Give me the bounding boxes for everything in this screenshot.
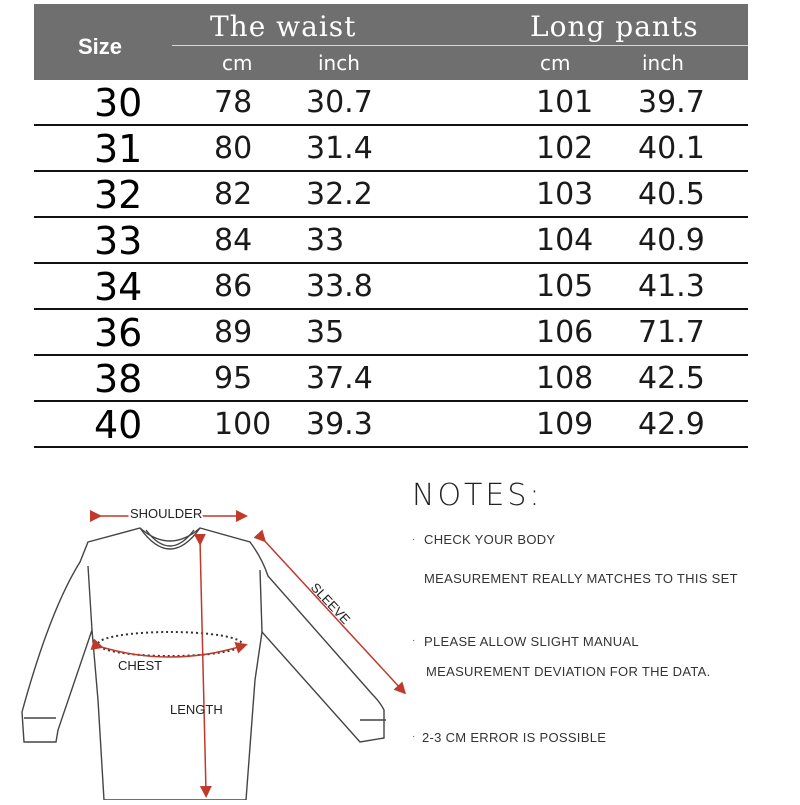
pants-inch-cell: 42.5 [638, 361, 705, 396]
pants-cm-cell: 109 [536, 407, 594, 442]
table-row [34, 172, 748, 218]
waist-cm-cell: 86 [214, 269, 253, 304]
size-chart-table [34, 4, 748, 448]
note-line-5: 2-3 CM ERROR IS POSSIBLE [422, 730, 607, 745]
length-arrow [200, 540, 206, 792]
pants-inch-cell: 40.1 [638, 131, 705, 166]
note-line-1: CHECK YOUR BODY [424, 532, 556, 547]
table-body [34, 80, 748, 448]
pants-inch-cell: 71.7 [638, 315, 705, 350]
size-cell: 40 [94, 403, 143, 447]
waist-inch-cell: 33.8 [306, 269, 373, 304]
waist-inch-cell: 31.4 [306, 131, 373, 166]
pants-inch-cell: 39.7 [638, 85, 705, 120]
table-row [34, 264, 748, 310]
note-line-4: MEASUREMENT DEVIATION FOR THE DATA. [426, 664, 711, 679]
size-cell: 31 [94, 127, 143, 171]
waist-cm-cell: 80 [214, 131, 253, 166]
pants-cm-cell: 102 [536, 131, 594, 166]
shoulder-label: SHOULDER [130, 506, 203, 521]
pants-cm-cell: 103 [536, 177, 594, 212]
pants-inch-header: inch [642, 51, 684, 75]
length-label: LENGTH [170, 702, 223, 717]
long-pants-group-title: Long pants [530, 10, 699, 43]
pants-cm-cell: 108 [536, 361, 594, 396]
waist-cm-cell: 84 [214, 223, 253, 258]
waist-inch-header: inch [318, 51, 360, 75]
size-cell: 38 [94, 357, 143, 401]
shirt-illustration [0, 480, 410, 800]
table-row [34, 80, 748, 126]
waist-cm-cell: 100 [214, 407, 272, 442]
chest-arrow [98, 646, 242, 657]
pants-cm-header: cm [540, 51, 571, 75]
garment-measurement-diagram [0, 480, 410, 800]
size-cell: 34 [94, 265, 143, 309]
chest-label: CHEST [118, 658, 163, 673]
waist-cm-cell: 89 [214, 315, 253, 350]
table-row [34, 310, 748, 356]
table-row [34, 126, 748, 172]
table-row [34, 402, 748, 448]
size-column-header: Size [78, 34, 123, 59]
pants-cm-cell: 104 [536, 223, 594, 258]
size-cell: 33 [94, 219, 143, 263]
chest-dotted-ellipse [98, 632, 242, 656]
waist-cm-cell: 95 [214, 361, 253, 396]
pants-inch-cell: 42.9 [638, 407, 705, 442]
table-row [34, 218, 748, 264]
pants-cm-cell: 105 [536, 269, 594, 304]
size-cell: 30 [94, 81, 143, 125]
waist-cm-header: cm [222, 51, 253, 75]
table-header [34, 4, 748, 80]
pants-inch-cell: 40.9 [638, 223, 705, 258]
waist-inch-cell: 30.7 [306, 85, 373, 120]
waist-inch-cell: 37.4 [306, 361, 373, 396]
note-line-2: MEASUREMENT REALLY MATCHES TO THIS SET [424, 571, 738, 586]
notes-title: NOTES: [412, 478, 543, 513]
waist-inch-cell: 33 [306, 223, 345, 258]
size-cell: 36 [94, 311, 143, 355]
pants-inch-cell: 40.5 [638, 177, 705, 212]
sleeve-label: SLEEVE [307, 579, 354, 628]
pants-cm-cell: 101 [536, 85, 594, 120]
pants-cm-cell: 106 [536, 315, 594, 350]
note-bullet: · [412, 534, 416, 545]
note-bullet: · [412, 731, 416, 742]
note-line-3: PLEASE ALLOW SLIGHT MANUAL [424, 634, 639, 649]
waist-group-title: The waist [210, 10, 357, 43]
table-row [34, 356, 748, 402]
header-divider [172, 45, 748, 46]
note-bullet: · [412, 635, 416, 646]
pants-inch-cell: 41.3 [638, 269, 705, 304]
waist-cm-cell: 78 [214, 85, 253, 120]
waist-inch-cell: 39.3 [306, 407, 373, 442]
waist-cm-cell: 82 [214, 177, 253, 212]
size-cell: 32 [94, 173, 143, 217]
shirt-outline [22, 528, 386, 800]
waist-inch-cell: 35 [306, 315, 345, 350]
waist-inch-cell: 32.2 [306, 177, 373, 212]
